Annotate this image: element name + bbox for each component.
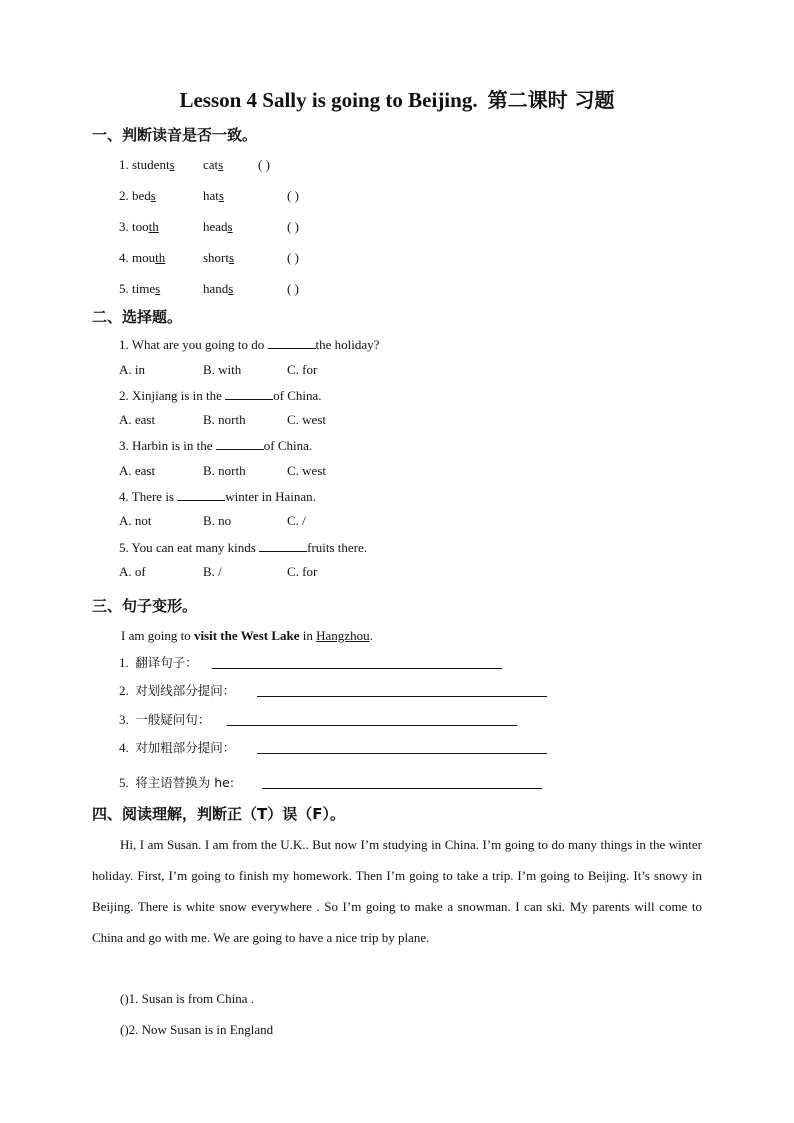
s2-option-a[interactable]: A. of (119, 564, 146, 579)
s2-option-c[interactable]: C. for (287, 362, 318, 377)
s3-item-4: 4. 对加粗部分提问： (119, 740, 236, 755)
answer-blank[interactable] (216, 437, 264, 450)
s2-option-b[interactable]: B. with (203, 362, 242, 377)
item-number: 1. (119, 157, 129, 172)
tf-statement-2[interactable]: ()2. Now Susan is in England (120, 1022, 274, 1037)
section4-heading: 四、阅读理解，判断正（T）误（F）。 (92, 805, 345, 823)
page-title (0, 84, 794, 113)
s3-item-2: 2. 对划线部分提问： (119, 683, 236, 698)
s1-item-5-answer-paren[interactable]: ( ) (287, 281, 299, 296)
s3-answer-line-3[interactable] (227, 725, 517, 726)
s2-option-b[interactable]: B. no (203, 513, 232, 528)
s1-item-2: 2. beds (119, 188, 156, 203)
s2-question-1: 1. What are you going to do the holiday? (119, 337, 380, 352)
s1-item-3-word2: heads (203, 219, 233, 234)
s1-item-4: 4. mouth (119, 250, 166, 265)
s2-option-a[interactable]: A. in (119, 362, 145, 377)
title-english: Lesson 4 Sally is going to Beijing. (179, 88, 478, 112)
section1-heading: 一、判断读音是否一致。 (92, 126, 258, 144)
reading-passage: Hi, I am Susan. I am from the U.K.. But now I’m studying in China. I’m going to do many things in the winter holiday. First, I’m going to finish my homework. Then I’m going to take a trip. I’m going to Beijing. It’s snowy in Beijing. There is white snow everywhere . So I’m going to make a snowman. I can ski. My parents will come to China and go with me. We are going to have a nice trip by plane. (92, 837, 702, 945)
answer-blank[interactable] (177, 488, 225, 501)
s2-question-5: 5. You can eat many kinds fruits there. (119, 540, 368, 555)
s3-source-sentence: I am going to visit the West Lake in Hangzhou. (121, 628, 373, 643)
s2-question-3: 3. Harbin is in the of China. (119, 438, 313, 453)
s1-item-4-answer-paren[interactable]: ( ) (287, 250, 299, 265)
s3-item-3: 3. 一般疑问句： (119, 712, 211, 727)
s2-option-a[interactable]: A. east (119, 463, 156, 478)
s1-item-5: 5. times (119, 281, 161, 296)
s2-option-b[interactable]: B. north (203, 412, 246, 427)
s3-answer-line-5[interactable] (262, 788, 542, 789)
underlined-phrase: Hangzhou (316, 628, 370, 643)
section3-heading: 三、句子变形。 (92, 597, 198, 615)
s3-item-1: 1. 翻译句子： (119, 655, 198, 670)
s2-option-c[interactable]: C. west (287, 412, 326, 427)
s3-item-5: 5. 将主语替换为 he: (119, 775, 235, 790)
s1-item-1 (119, 157, 175, 173)
s2-option-c[interactable]: C. for (287, 564, 318, 579)
section2-heading: 二、选择题。 (92, 308, 183, 326)
answer-blank[interactable] (259, 539, 307, 552)
s3-answer-line-1[interactable] (212, 668, 502, 669)
s1-item-2-answer-paren[interactable]: ( ) (287, 188, 299, 203)
s1-item-3: 3. tooth (119, 219, 159, 234)
bold-phrase: visit the West Lake (193, 628, 300, 643)
s1-item-1-word2: cats (203, 157, 224, 172)
word1: student (132, 157, 170, 172)
s2-question-2: 2. Xinjiang is in the of China. (119, 388, 322, 403)
s2-option-b[interactable]: B. north (203, 463, 246, 478)
title-chinese: 第二课时 习题 (487, 88, 615, 112)
s2-option-c[interactable]: C. west (287, 463, 326, 478)
tf-statement-1[interactable]: ()1. Susan is from China . (120, 991, 254, 1006)
s3-answer-line-4[interactable] (257, 753, 547, 754)
s2-option-a[interactable]: A. east (119, 412, 156, 427)
word1-underlined: s (169, 157, 175, 172)
s3-answer-line-2[interactable] (257, 696, 547, 697)
s1-item-4-word2: shorts (203, 250, 235, 265)
s2-option-c[interactable]: C. / (287, 513, 306, 528)
s1-item-5-word2: hands (203, 281, 234, 296)
answer-blank[interactable] (225, 387, 273, 400)
s1-item-1-answer-paren[interactable]: ( ) (258, 157, 270, 172)
s2-option-a[interactable]: A. not (119, 513, 152, 528)
s2-option-b[interactable]: B. / (203, 564, 222, 579)
answer-blank[interactable] (268, 336, 316, 349)
s2-question-4: 4. There is winter in Hainan. (119, 489, 316, 504)
s1-item-2-word2: hats (203, 188, 224, 203)
s1-item-3-answer-paren[interactable]: ( ) (287, 219, 299, 234)
